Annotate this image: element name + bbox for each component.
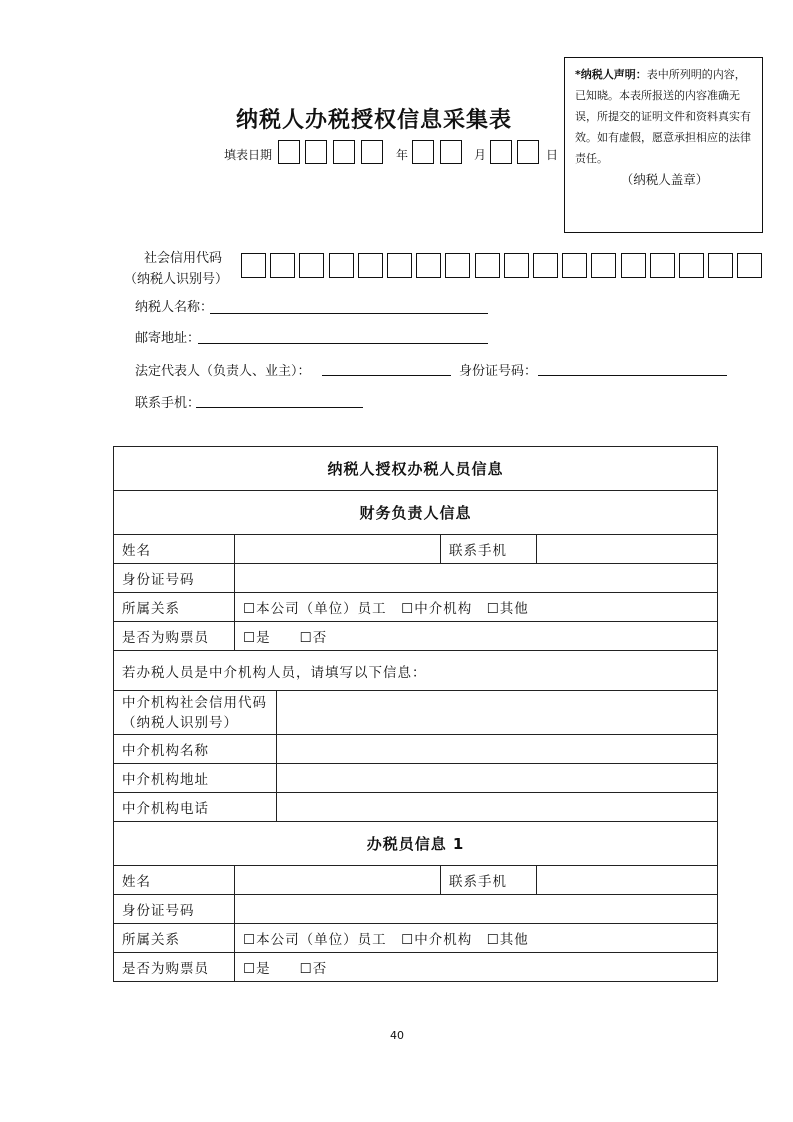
agency-note: 若办税人员是中介机构人员，请填写以下信息： (114, 651, 718, 691)
legal-rep-label: 法定代表人（负责人、业主）： (135, 364, 311, 379)
page-title: 纳税人办税授权信息采集表 (236, 108, 513, 133)
buyer-label: 是否为购票员 (114, 953, 235, 982)
credit-code-label: 社会信用代码 (144, 251, 223, 266)
finance-buyer-options[interactable]: ☐是 ☐否 (235, 622, 718, 651)
authorized-personnel-table (113, 446, 718, 982)
agency-phone-label: 中介机构电话 (114, 793, 277, 822)
taxpayer-seal-label: （纳税人盖章） (620, 172, 709, 187)
month-digit-box[interactable] (412, 140, 434, 164)
finance-mobile-cell[interactable] (537, 535, 718, 564)
agency-phone-cell[interactable] (277, 793, 718, 822)
agency-address-label: 中介机构地址 (114, 764, 277, 793)
mobile-label: 联系手机 (441, 535, 537, 564)
relation-label: 所属关系 (114, 924, 235, 953)
id-number-label: 身份证号码： (459, 364, 538, 379)
legal-rep-field[interactable] (322, 375, 451, 376)
relation-label: 所属关系 (114, 593, 235, 622)
finance-id-cell[interactable] (235, 564, 718, 593)
clerk-name-cell[interactable] (235, 866, 441, 895)
name-label: 姓名 (114, 866, 235, 895)
credit-code-digit-box[interactable] (475, 253, 500, 278)
agency-code-label: 中介机构社会信用代码（纳税人识别号） (114, 691, 277, 735)
year-digit-box[interactable] (361, 140, 383, 164)
taxpayer-declaration-box (564, 57, 763, 233)
year-label: 年 (396, 148, 409, 162)
credit-code-digit-box[interactable] (562, 253, 587, 278)
year-digit-box[interactable] (305, 140, 327, 164)
month-label: 月 (474, 148, 487, 162)
year-digit-box[interactable] (278, 140, 300, 164)
mobile-label: 联系手机 (441, 866, 537, 895)
mail-address-field[interactable] (198, 343, 488, 344)
day-digit-box[interactable] (490, 140, 512, 164)
main-header: 纳税人授权办税人员信息 (114, 447, 718, 491)
agency-name-label: 中介机构名称 (114, 735, 277, 764)
clerk-header: 办税员信息 1 (114, 822, 718, 866)
credit-code-digit-box[interactable] (591, 253, 616, 278)
clerk-relation-options[interactable]: ☐本公司（单位）员工 ☐中介机构 ☐其他 (235, 924, 718, 953)
phone-label: 联系手机： (135, 396, 201, 411)
date-label: 填表日期 (224, 148, 273, 162)
finance-header: 财务负责人信息 (114, 491, 718, 535)
credit-code-digit-box[interactable] (650, 253, 675, 278)
credit-code-digit-box[interactable] (737, 253, 762, 278)
name-label: 姓名 (114, 535, 235, 564)
taxpayer-name-label: 纳税人名称： (135, 300, 214, 315)
clerk-mobile-cell[interactable] (537, 866, 718, 895)
credit-code-digit-box[interactable] (270, 253, 295, 278)
credit-code-digit-box[interactable] (329, 253, 354, 278)
credit-code-digit-box[interactable] (416, 253, 441, 278)
agency-code-cell[interactable] (277, 691, 718, 735)
year-digit-box[interactable] (333, 140, 355, 164)
phone-field[interactable] (196, 407, 363, 408)
finance-relation-options[interactable]: ☐本公司（单位）员工 ☐中介机构 ☐其他 (235, 593, 718, 622)
page-number: 40 (390, 1029, 404, 1042)
id-number-field[interactable] (538, 375, 727, 376)
taxpayer-id-label: （纳税人识别号） (124, 272, 229, 287)
credit-code-digit-box[interactable] (387, 253, 412, 278)
agency-address-cell[interactable] (277, 764, 718, 793)
credit-code-digit-box[interactable] (533, 253, 558, 278)
finance-name-cell[interactable] (235, 535, 441, 564)
id-number-label: 身份证号码 (114, 895, 235, 924)
declaration-heading: *纳税人声明： (575, 68, 647, 81)
credit-code-digit-box[interactable] (708, 253, 733, 278)
credit-code-digit-box[interactable] (299, 253, 324, 278)
day-digit-box[interactable] (517, 140, 539, 164)
credit-code-digit-box[interactable] (358, 253, 383, 278)
day-label: 日 (546, 148, 559, 162)
credit-code-digit-box[interactable] (621, 253, 646, 278)
declaration-text: 表中所列明的内容，已知晓。本表所报送的内容准确无误，所提交的证明文件和资料真实有效。如有虚假，愿意承担相应的法律责任。 (575, 68, 751, 165)
agency-name-cell[interactable] (277, 735, 718, 764)
credit-code-digit-box[interactable] (504, 253, 529, 278)
mail-address-label: 邮寄地址： (135, 331, 201, 346)
month-digit-box[interactable] (440, 140, 462, 164)
credit-code-digit-box[interactable] (241, 253, 266, 278)
id-number-label: 身份证号码 (114, 564, 235, 593)
credit-code-digit-box[interactable] (445, 253, 470, 278)
credit-code-digit-box[interactable] (679, 253, 704, 278)
taxpayer-name-field[interactable] (210, 313, 488, 314)
buyer-label: 是否为购票员 (114, 622, 235, 651)
clerk-buyer-options[interactable]: ☐是 ☐否 (235, 953, 718, 982)
clerk-id-cell[interactable] (235, 895, 718, 924)
